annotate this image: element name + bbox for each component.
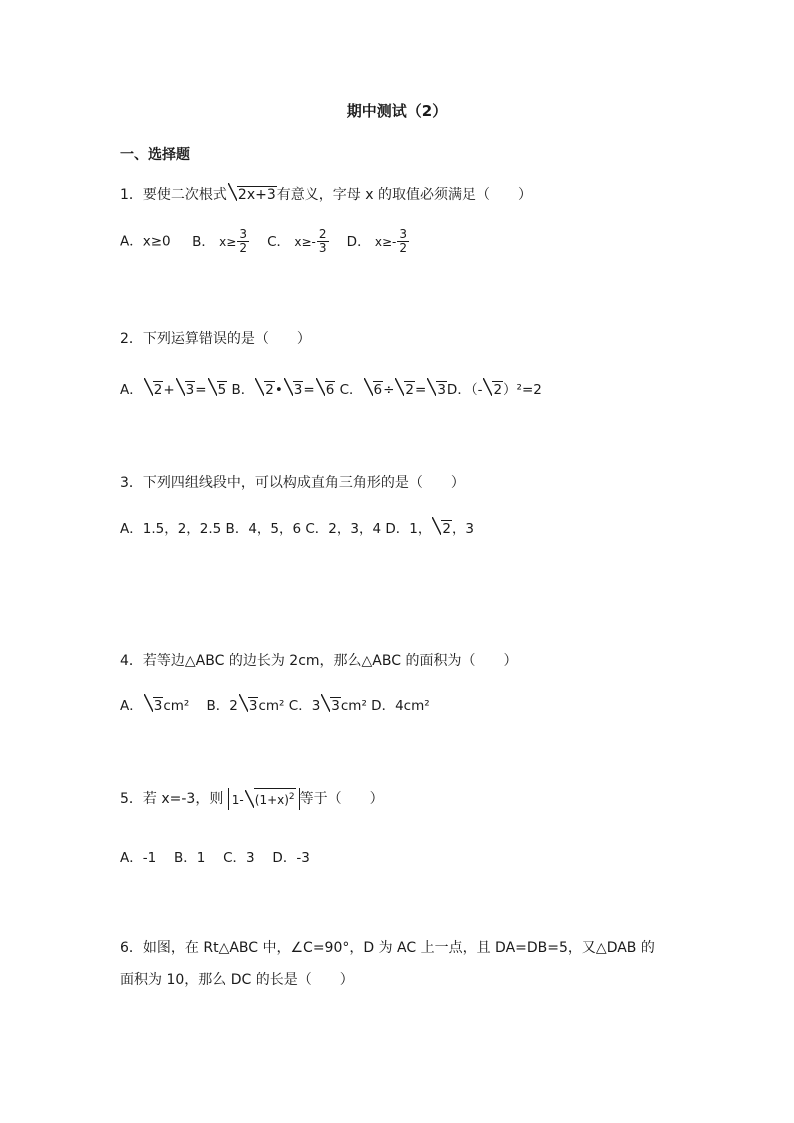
- q3-option-d-post: ，3: [451, 521, 475, 537]
- question-2: 2．下列运算错误的是（ ）: [120, 331, 311, 347]
- q4-option-a: A． 3cm²: [120, 698, 190, 714]
- q5-absolute-value: 1- $(1+x)^2$: [228, 788, 300, 810]
- q3-radical: 2: [432, 520, 452, 537]
- q1-options: [120, 228, 410, 255]
- q1-stem-post: 有意义，字母 x 的取值必须满足（ ）: [276, 187, 532, 203]
- q2-option-a: A． 2+ 3= 5: [120, 382, 227, 398]
- q2-options: [120, 378, 542, 398]
- q1-d-fraction: $\frac{3}{2}$: [399, 227, 408, 255]
- question-6-line-1: 6．如图，在 Rt△ABC 中，∠C=90°，D 为 AC 上一点，且 DA=DB=5，又△DAB 的: [120, 940, 655, 956]
- q1-option-d: D． x≥- $\frac{3}{2}$: [346, 227, 408, 255]
- q3-options: [120, 517, 474, 537]
- q1-option-c: C． x≥- $\frac{2}{3}$: [267, 227, 327, 255]
- q2-option-b: B． 2• 3= 6: [231, 382, 335, 398]
- q4-option-c: C．3 3cm²: [288, 698, 367, 714]
- q4-option-b: B．2 3cm²: [206, 698, 285, 714]
- q4-options: [120, 694, 430, 714]
- q5-options: A．-1 B．1 C．3 D．-3: [120, 850, 310, 866]
- question-5: [120, 788, 384, 810]
- q1-option-a: A．x≥0: [120, 233, 171, 250]
- q1-c-fraction: $\frac{2}{3}$: [318, 227, 327, 255]
- q5-stem-pre: 5．若 x=-3，则: [120, 791, 224, 807]
- q4-option-d: D．4cm²: [371, 698, 430, 714]
- q2-option-c: C． 6÷ 2= 3: [339, 382, 446, 398]
- question-6-line-2: 面积为 10，那么 DC 的长是（ ）: [120, 972, 354, 988]
- q3-options-abc: A．1.5，2，2.5 B．4，5，6 C．2，3，4 D．1，: [120, 521, 432, 537]
- q1-radical: [228, 186, 277, 203]
- q2-option-d: D．（- 2）²=2: [446, 382, 542, 398]
- q1-option-b: B． x≥ $\frac{3}{2}$: [192, 227, 247, 255]
- q1-b-fraction: $\frac{3}{2}$: [239, 227, 247, 255]
- q1-radicand: 2x+3: [237, 187, 276, 203]
- q5-stem-post: 等于（ ）: [299, 791, 384, 807]
- question-3: 3．下列四组线段中，可以构成直角三角形的是（ ）: [120, 475, 465, 491]
- section-heading: 一、选择题: [120, 147, 190, 163]
- question-1: [120, 184, 532, 204]
- question-4: 4．若等边△ABC 的边长为 2cm，那么△ABC 的面积为（ ）: [120, 653, 518, 669]
- q1-stem-pre: 1．要使二次根式: [120, 187, 227, 203]
- page-title: 期中测试（2）: [346, 102, 448, 120]
